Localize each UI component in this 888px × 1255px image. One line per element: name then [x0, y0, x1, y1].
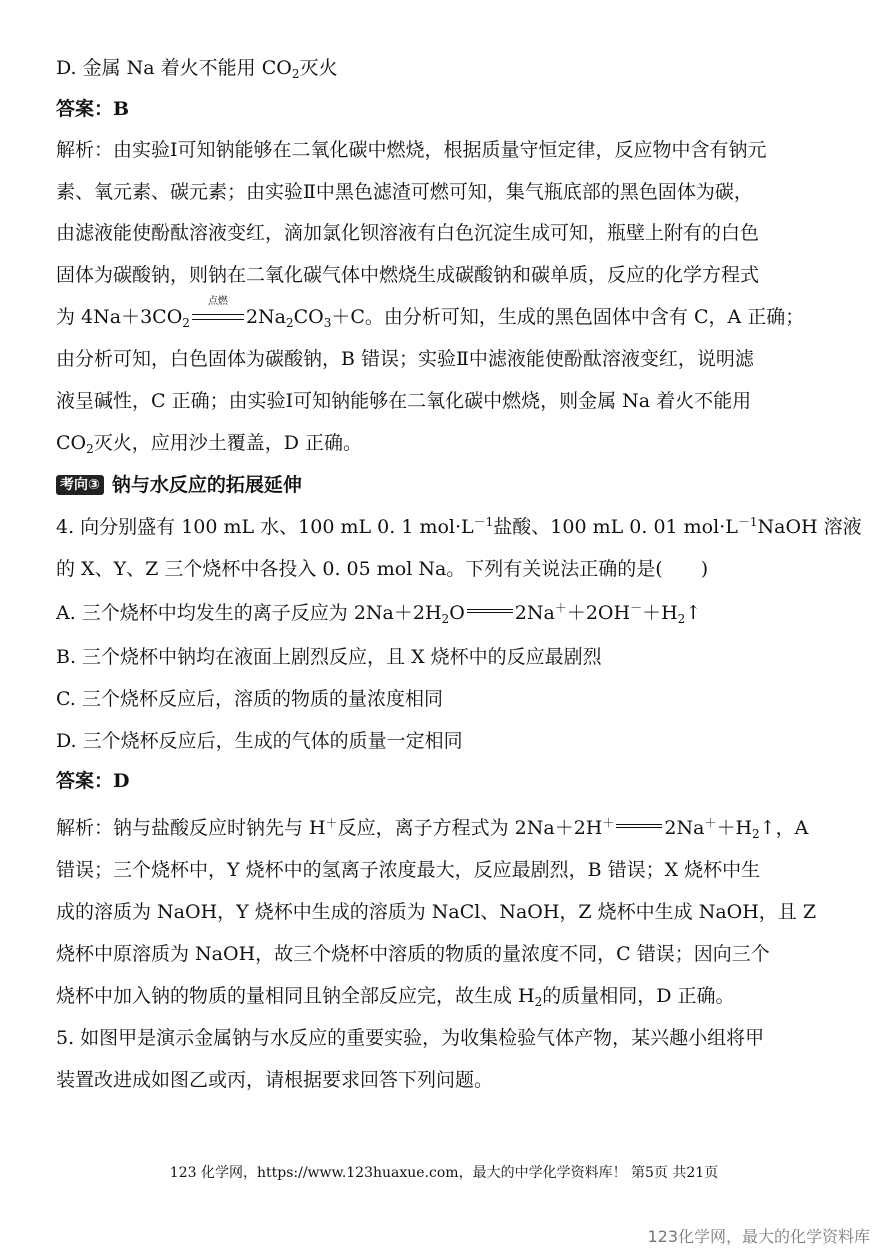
subscript: 2	[677, 612, 686, 626]
page-footer: 123 化学网，https://www.123huaxue.com，最大的中学化学资料库！ 第5页 共21页	[169, 1165, 719, 1181]
text-run: 反应，离子方程式为 2Na＋2H	[337, 817, 603, 839]
question-4-line-2: 的 X、Y、Z 三个烧杯中各投入 0. 05 mol Na。下列有关说法正确的是( )	[56, 558, 709, 580]
text-run: ＋H	[642, 602, 678, 624]
analysis-1-line-1: 解析：由实验Ⅰ可知钠能够在二氧化碳中燃烧，根据质量守恒定律，反应物中含有钠元	[56, 139, 767, 161]
analysis-2-line-3: 成的溶质为 NaOH，Y 烧杯中生成的溶质为 NaCl、NaOH，Z 烧杯中生成 NaOH，且 Z	[56, 901, 817, 923]
text-run: 灭火，应用沙土覆盖，D 正确。	[93, 432, 363, 454]
superscript: ＋	[554, 601, 567, 615]
superscript: ＋	[704, 816, 717, 830]
section-heading	[56, 472, 848, 498]
text-run: 烧杯中加入钠的物质的量相同且钠全部反应完，故生成 H	[56, 985, 535, 1007]
equals-sign	[467, 606, 513, 618]
subscript: 2	[534, 995, 543, 1009]
subscript: 2	[86, 442, 94, 456]
analysis-1-line-6: 由分析可知，白色固体为碳酸钠，B 错误；实验Ⅱ中滤液能使酚酞溶液变红，说明滤	[56, 348, 754, 370]
subscript: 3	[323, 316, 332, 330]
option-c: C. 三个烧杯反应后，溶质的物质的量浓度相同	[56, 688, 443, 710]
option-d: D. 三个烧杯反应后，生成的气体的质量一定相同	[56, 730, 463, 752]
equals-sign	[616, 821, 662, 833]
text-run: 灭火	[299, 57, 338, 79]
section-badge: 考向③	[56, 475, 104, 495]
subscript: 2	[441, 612, 450, 626]
analysis-1-line-7: 液呈碱性，C 正确；由实验Ⅰ可知钠能够在二氧化碳中燃烧，则金属 Na 着火不能用	[56, 390, 752, 412]
option-d-prev	[56, 55, 848, 81]
text-run: A. 三个烧杯中均发生的离子反应为 2Na＋2H	[56, 602, 442, 624]
superscript: －	[630, 601, 643, 615]
section-title: 钠与水反应的拓展延伸	[111, 474, 302, 496]
reaction-condition-arrow	[192, 296, 244, 321]
subscript: 2	[182, 316, 190, 330]
superscript: －1	[473, 515, 494, 529]
analysis-1-line-2: 素、氧元素、碳元素；由实验Ⅱ中黑色滤渣可燃可知，集气瓶底部的黑色固体为碳，	[56, 181, 753, 203]
subscript: 2	[752, 827, 760, 841]
analysis-1-line-4: 固体为碳酸钠，则钠在二氧化碳气体中燃烧生成碳酸钠和碳单质，反应的化学方程式	[56, 264, 760, 286]
text-run: NaOH 溶液	[757, 516, 862, 538]
option-a	[56, 600, 848, 626]
subscript: 2	[291, 67, 300, 81]
answer-2: 答案：D	[56, 770, 130, 792]
analysis-2-line-2: 错误；三个烧杯中，Y 烧杯中的氢离子浓度最大，反应最剧烈，B 错误；X 烧杯中生	[56, 859, 761, 881]
text-run: 2Na	[664, 817, 705, 839]
site-watermark: 123化学网，最大的化学资料库	[647, 1227, 870, 1246]
text-run: 2Na	[245, 306, 286, 328]
answer-1: 答案：B	[56, 98, 130, 120]
text-run: ＋2OH	[566, 602, 631, 624]
text-run: CO	[56, 432, 87, 454]
question-5-line-2: 装置改进成如图乙或丙，请根据要求回答下列问题。	[56, 1069, 494, 1091]
analysis-1-line-8	[56, 430, 848, 456]
subscript: 2	[285, 316, 294, 330]
analysis-1-line-3: 由滤液能使酚酞溶液变红，滴加氯化钡溶液有白色沉淀生成可知，瓶壁上附有的白色	[56, 222, 760, 244]
text-run: 4. 向分别盛有 100 mL 水、100 mL 0. 1 mol·L	[56, 516, 474, 538]
question-5-line-1: 5. 如图甲是演示金属钠与水反应的重要实验，为收集检验气体产物，某兴趣小组将甲	[56, 1027, 765, 1049]
text-run: ↑，A	[759, 817, 809, 839]
analysis-2-line-4: 烧杯中原溶质为 NaOH，故三个烧杯中溶质的物质的量浓度不同，C 错误；因向三个	[56, 943, 770, 965]
superscript: －1	[737, 515, 758, 529]
text-run: ＋C。由分析可知，生成的黑色固体中含有 C，A 正确；	[331, 306, 805, 328]
text-run: ＋H	[716, 817, 753, 839]
option-b: B. 三个烧杯中钠均在液面上剧烈反应，且 X 烧杯中的反应最剧烈	[56, 646, 602, 668]
analysis-2-line-1	[56, 815, 848, 841]
text-run: 盐酸、100 mL 0. 01 mol·L	[493, 516, 738, 538]
text-run: O	[449, 602, 465, 624]
text-run: D. 金属 Na 着火不能用 CO	[56, 57, 292, 79]
superscript: ＋	[602, 816, 615, 830]
reaction-condition: 点燃	[207, 296, 228, 307]
text-run: ↑	[685, 602, 702, 624]
analysis-2-line-5	[56, 983, 848, 1009]
text-run: 为 4Na＋3CO	[56, 306, 183, 328]
question-4-line-1	[56, 514, 862, 540]
superscript: ＋	[325, 816, 338, 830]
text-run: 2Na	[514, 602, 555, 624]
text-run: CO	[293, 306, 324, 328]
analysis-1-line-5	[56, 296, 848, 330]
text-run: 的质量相同，D 正确。	[542, 985, 735, 1007]
text-run: 解析：钠与盐酸反应时钠先与 H	[56, 817, 326, 839]
